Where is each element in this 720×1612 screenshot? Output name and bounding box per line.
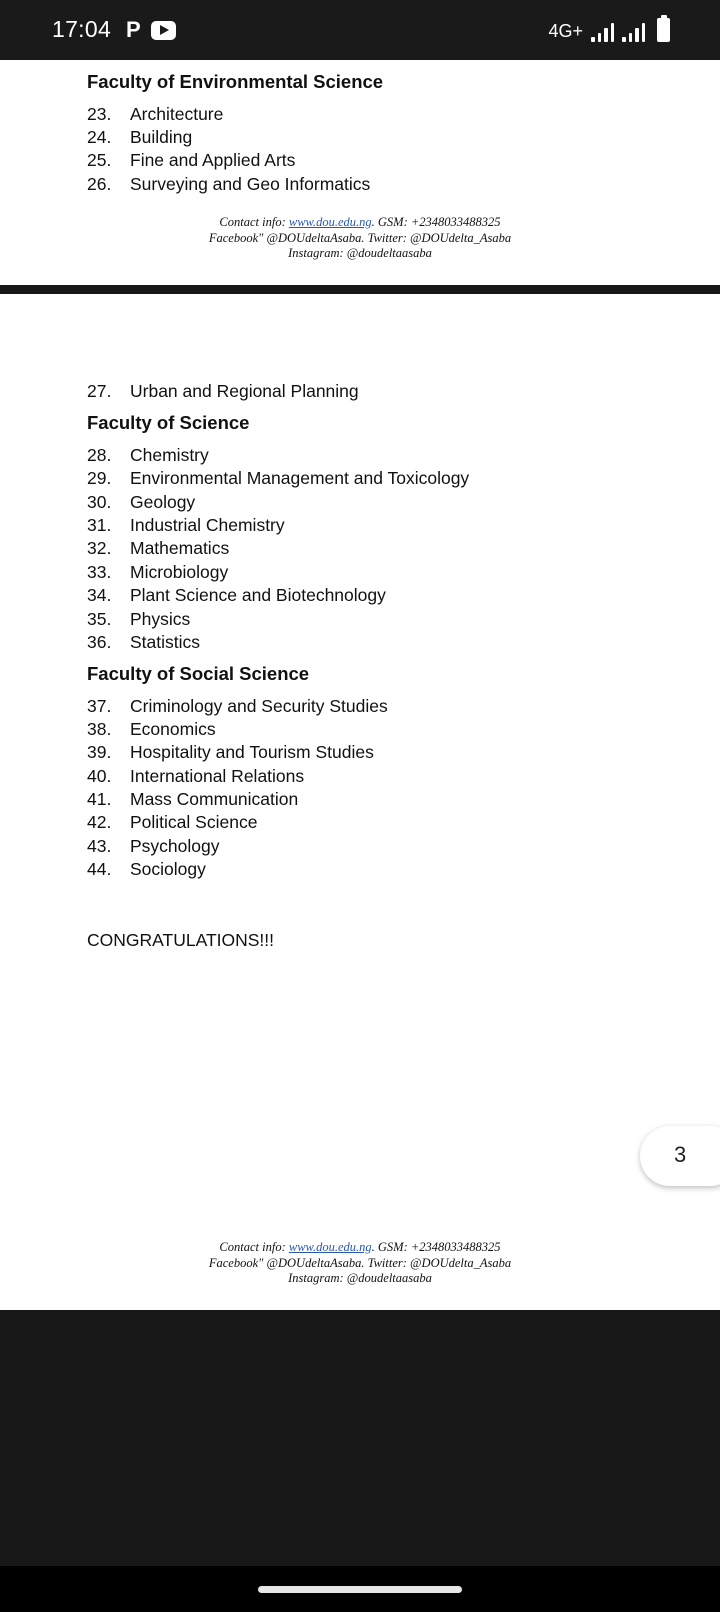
page-number-indicator[interactable] [640, 1126, 720, 1186]
list-item: 29. Environmental Management and Toxicology [87, 468, 470, 488]
page-footer: Contact info: www.dou.edu.ng. GSM: +2348033488325 Facebook" @DOUdeltaAsaba. Twitter: @DOUdelta_Asaba Instagram: @doudeltaasaba [208, 215, 512, 260]
list-item: 27. Urban and Regional Planning [87, 381, 359, 401]
list-item: 37. Criminology and Security Studies [87, 696, 388, 716]
pdf-page-2[interactable] [0, 60, 720, 285]
notification-icons [126, 18, 176, 42]
list-item: 25. Fine and Applied Arts [87, 150, 296, 170]
pdf-page-3[interactable] [0, 294, 720, 1310]
list-item: 26. Surveying and Geo Informatics [87, 174, 371, 194]
faculty-heading: Faculty of Social Science [87, 663, 310, 684]
list-item: 42. Political Science [87, 812, 258, 832]
list-item: 33. Microbiology [87, 562, 229, 582]
page-footer: Contact info: www.dou.edu.ng. GSM: +2348033488325 Facebook" @DOUdeltaAsaba. Twitter: @DOUdelta_Asaba Instagram: @doudeltaasaba [208, 1240, 512, 1285]
list-item: 31. Industrial Chemistry [87, 515, 285, 535]
battery-icon [657, 18, 670, 42]
website-link[interactable]: www.dou.edu.ng [288, 215, 372, 229]
signal-icon-2 [622, 22, 645, 42]
list-item: 44. Sociology [87, 859, 206, 879]
list-item: 38. Economics [87, 719, 216, 739]
list-item: 30. Geology [87, 492, 196, 512]
system-icons [548, 18, 670, 42]
status-bar [0, 0, 720, 60]
list-item: 43. Psychology [87, 836, 220, 856]
home-gesture-handle[interactable] [258, 1586, 462, 1593]
status-time: 17:04 [52, 16, 112, 42]
page-number: 3 [674, 1142, 687, 1167]
list-item: 41. Mass Communication [87, 789, 299, 809]
list-item: 24. Building [87, 127, 193, 147]
navigation-bar [0, 1566, 720, 1612]
list-item: 28. Chemistry [87, 445, 209, 465]
list-item: 34. Plant Science and Biotechnology [87, 585, 386, 605]
list-item: 23. Architecture [87, 104, 224, 124]
list-item: 40. International Relations [87, 766, 305, 786]
congratulations-text: CONGRATULATIONS!!! [87, 930, 275, 950]
website-link[interactable]: www.dou.edu.ng [288, 1240, 372, 1254]
faculty-heading: Faculty of Science [87, 412, 250, 433]
list-item: 39. Hospitality and Tourism Studies [87, 742, 374, 762]
network-type: 4G+ [548, 21, 583, 41]
p-app-icon: P [126, 17, 141, 42]
list-item: 32. Mathematics [87, 538, 230, 558]
list-item: 35. Physics [87, 609, 191, 629]
faculty-heading: Faculty of Environmental Science [87, 71, 384, 92]
signal-icon [591, 22, 614, 42]
list-item: 36. Statistics [87, 632, 201, 652]
youtube-icon [151, 21, 176, 40]
